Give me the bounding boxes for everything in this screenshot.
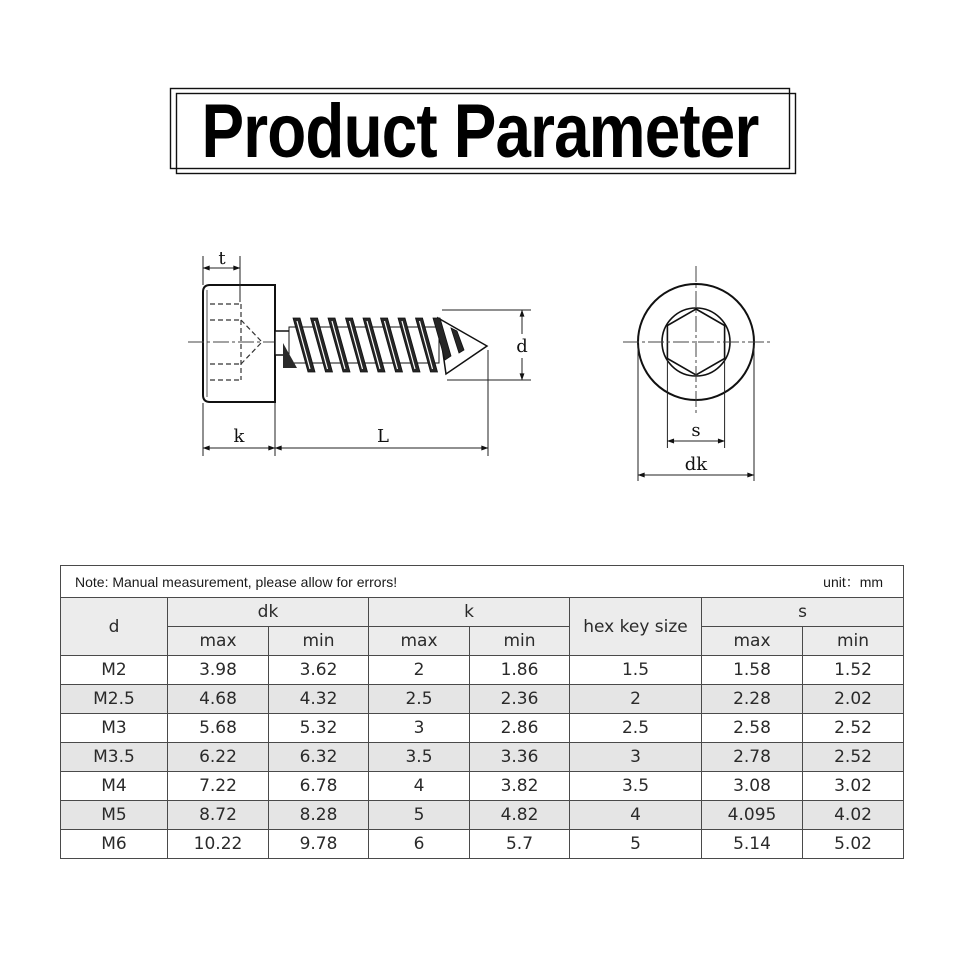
- header-dk-min: min: [269, 627, 369, 656]
- cell-hex-key-size: 2: [570, 685, 702, 714]
- screw-core: [289, 327, 439, 363]
- cell-dk-min: 8.28: [269, 801, 369, 830]
- cell-dk-min: 6.78: [269, 772, 369, 801]
- cell-dk-max: 8.72: [168, 801, 269, 830]
- cell-k-max: 6: [369, 830, 470, 859]
- cell-s-min: 3.02: [803, 772, 904, 801]
- cell-dk-min: 9.78: [269, 830, 369, 859]
- cell-dk-min: 5.32: [269, 714, 369, 743]
- L-label: L: [377, 426, 389, 447]
- table-row: [61, 656, 904, 685]
- cell-dk-min: 4.32: [269, 685, 369, 714]
- cell-d: M4: [61, 772, 168, 801]
- screw-head: [203, 285, 275, 402]
- side-view-diagram: [188, 248, 531, 456]
- note-cell: [61, 566, 904, 598]
- note-text: Note: Manual measurement, please allow for errors!: [75, 573, 398, 590]
- cell-d: M2: [61, 656, 168, 685]
- cell-k-max: 4: [369, 772, 470, 801]
- note-content: [61, 572, 903, 592]
- header-s-max: max: [702, 627, 803, 656]
- cell-hex-key-size: 3: [570, 743, 702, 772]
- header-row-main: [61, 598, 904, 627]
- cell-k-max: 2: [369, 656, 470, 685]
- cell-hex-key-size: 1.5: [570, 656, 702, 685]
- cell-k-min: 1.86: [470, 656, 570, 685]
- cell-s-min: 1.52: [803, 656, 904, 685]
- cell-s-min: 2.52: [803, 714, 904, 743]
- cell-dk-max: 3.98: [168, 656, 269, 685]
- header-k: k: [369, 598, 570, 627]
- page-title: Product Parameter: [201, 89, 759, 174]
- cell-k-max: 3.5: [369, 743, 470, 772]
- d-label: d: [516, 336, 528, 357]
- k-label: k: [233, 426, 245, 447]
- cell-s-max: 5.14: [702, 830, 803, 859]
- cell-s-min: 2.52: [803, 743, 904, 772]
- table-row: [61, 714, 904, 743]
- cell-k-max: 5: [369, 801, 470, 830]
- dk-label: dk: [684, 454, 708, 475]
- header-s: s: [702, 598, 904, 627]
- cell-s-max: 2.58: [702, 714, 803, 743]
- parameter-table: [60, 565, 904, 859]
- cell-dk-max: 10.22: [168, 830, 269, 859]
- cell-hex-key-size: 2.5: [570, 714, 702, 743]
- cell-k-min: 2.86: [470, 714, 570, 743]
- cell-s-max: 2.78: [702, 743, 803, 772]
- table-row: [61, 830, 904, 859]
- cell-dk-min: 3.62: [269, 656, 369, 685]
- cell-k-min: 3.36: [470, 743, 570, 772]
- table-row: [61, 772, 904, 801]
- cell-s-max: 3.08: [702, 772, 803, 801]
- header-hex-key-size: hex key size: [570, 598, 702, 656]
- header-k-min: min: [470, 627, 570, 656]
- unit-text: unit：mm: [823, 573, 884, 590]
- cell-k-max: 3: [369, 714, 470, 743]
- header-dk-max: max: [168, 627, 269, 656]
- cell-s-max: 4.095: [702, 801, 803, 830]
- cell-k-min: 2.36: [470, 685, 570, 714]
- note-row: [61, 566, 904, 598]
- cell-dk-min: 6.32: [269, 743, 369, 772]
- table-row: [61, 685, 904, 714]
- cell-hex-key-size: 4: [570, 801, 702, 830]
- cell-dk-max: 7.22: [168, 772, 269, 801]
- cell-d: M2.5: [61, 685, 168, 714]
- table-row: [61, 801, 904, 830]
- cell-d: M3.5: [61, 743, 168, 772]
- header-k-max: max: [369, 627, 470, 656]
- cell-k-min: 5.7: [470, 830, 570, 859]
- cell-s-min: 4.02: [803, 801, 904, 830]
- header-s-min: min: [803, 627, 904, 656]
- header-dk: dk: [168, 598, 369, 627]
- header-row-sub: [61, 627, 904, 656]
- cell-s-max: 2.28: [702, 685, 803, 714]
- cell-hex-key-size: 5: [570, 830, 702, 859]
- cell-dk-max: 6.22: [168, 743, 269, 772]
- cell-s-min: 5.02: [803, 830, 904, 859]
- cell-d: M6: [61, 830, 168, 859]
- cell-s-min: 2.02: [803, 685, 904, 714]
- t-label: t: [218, 248, 226, 269]
- table-row: [61, 743, 904, 772]
- top-view-diagram: [623, 266, 770, 481]
- cell-dk-max: 5.68: [168, 714, 269, 743]
- s-label: s: [691, 420, 701, 441]
- cell-k-min: 4.82: [470, 801, 570, 830]
- cell-d: M3: [61, 714, 168, 743]
- cell-k-min: 3.82: [470, 772, 570, 801]
- header-d: d: [61, 598, 168, 656]
- cell-k-max: 2.5: [369, 685, 470, 714]
- cell-s-max: 1.58: [702, 656, 803, 685]
- cell-hex-key-size: 3.5: [570, 772, 702, 801]
- cell-d: M5: [61, 801, 168, 830]
- cell-dk-max: 4.68: [168, 685, 269, 714]
